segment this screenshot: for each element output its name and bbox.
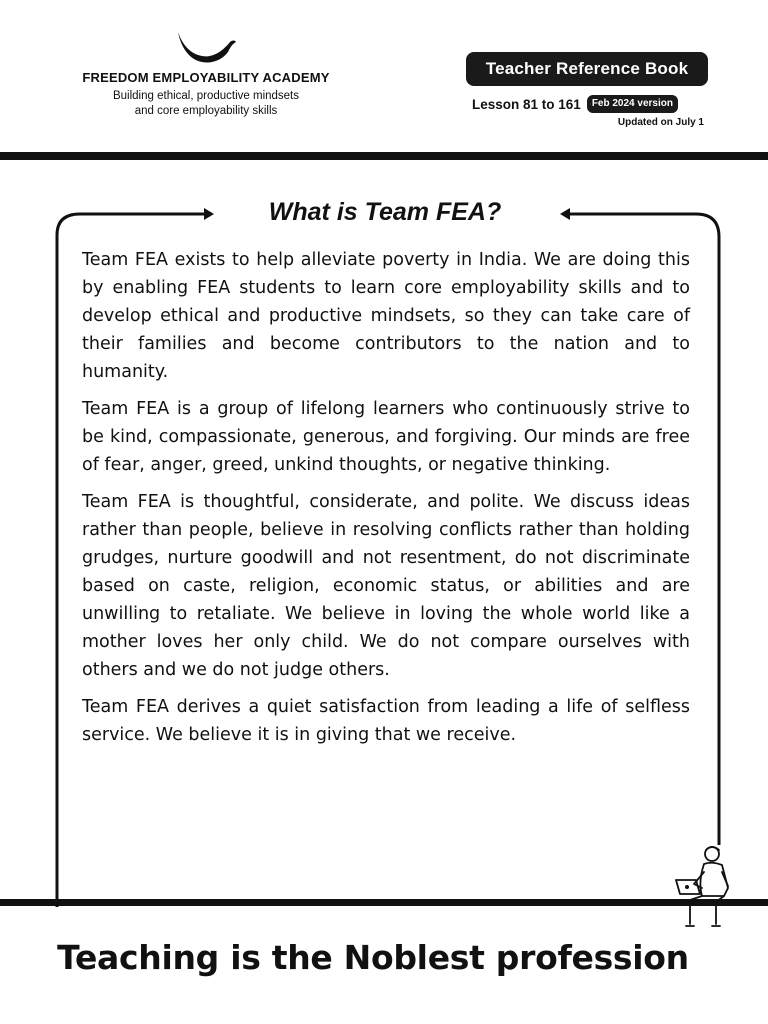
tagline-line-2: and core employability skills xyxy=(134,105,278,117)
lesson-row xyxy=(472,94,678,114)
paragraph-2: Team FEA is a group of lifelong learners who continuously strive to be kind, compassionate, generous, and forgiving. Our minds are free of fear, anger, greed, unkind thoughts, or negative thinking. xyxy=(82,399,690,475)
lesson-range: Lesson 81 to 161 xyxy=(472,96,581,112)
page-title: What is Team FEA? xyxy=(268,198,502,226)
updated-date: Updated on July 1 xyxy=(617,117,704,128)
bird-logo-icon xyxy=(172,28,238,68)
paragraph-4: Team FEA derives a quiet satisfaction from leading a life of selfless service. We believe it is in giving that we receive. xyxy=(82,697,690,745)
org-tagline xyxy=(0,89,412,119)
org-name: FREEDOM EMPLOYABILITY ACADEMY xyxy=(82,70,330,85)
footer-divider xyxy=(0,899,768,906)
body-text xyxy=(82,246,690,758)
version-badge: Feb 2024 version xyxy=(587,95,678,113)
person-with-laptop-icon xyxy=(672,842,738,938)
footer-slogan: Teaching is the Noblest profession xyxy=(57,938,689,977)
header-divider xyxy=(0,152,768,160)
book-title-badge: Teacher Reference Book xyxy=(466,52,708,86)
paragraph-1: Team FEA exists to help alleviate poverty in India. We are doing this by enabling FEA students to learn core employability skills and to develop ethical and productive mindsets, so they can take care of their families and become contributors to the nation and to humanity. xyxy=(82,250,690,382)
tagline-line-1: Building ethical, productive mindsets xyxy=(112,90,300,102)
page-header xyxy=(0,0,768,152)
paragraph-3: Team FEA is thoughtful, considerate, and polite. We discuss ideas rather than people, believe in resolving conflicts rather than holding grudges, nurture goodwill and not resentment, do not discriminate based on caste, religion, economic status, or abilities and are unwilling to retaliate. We believe in loving the whole world like a mother loves her only child. We do not compare ourselves with others and we do not judge others. xyxy=(82,492,690,680)
